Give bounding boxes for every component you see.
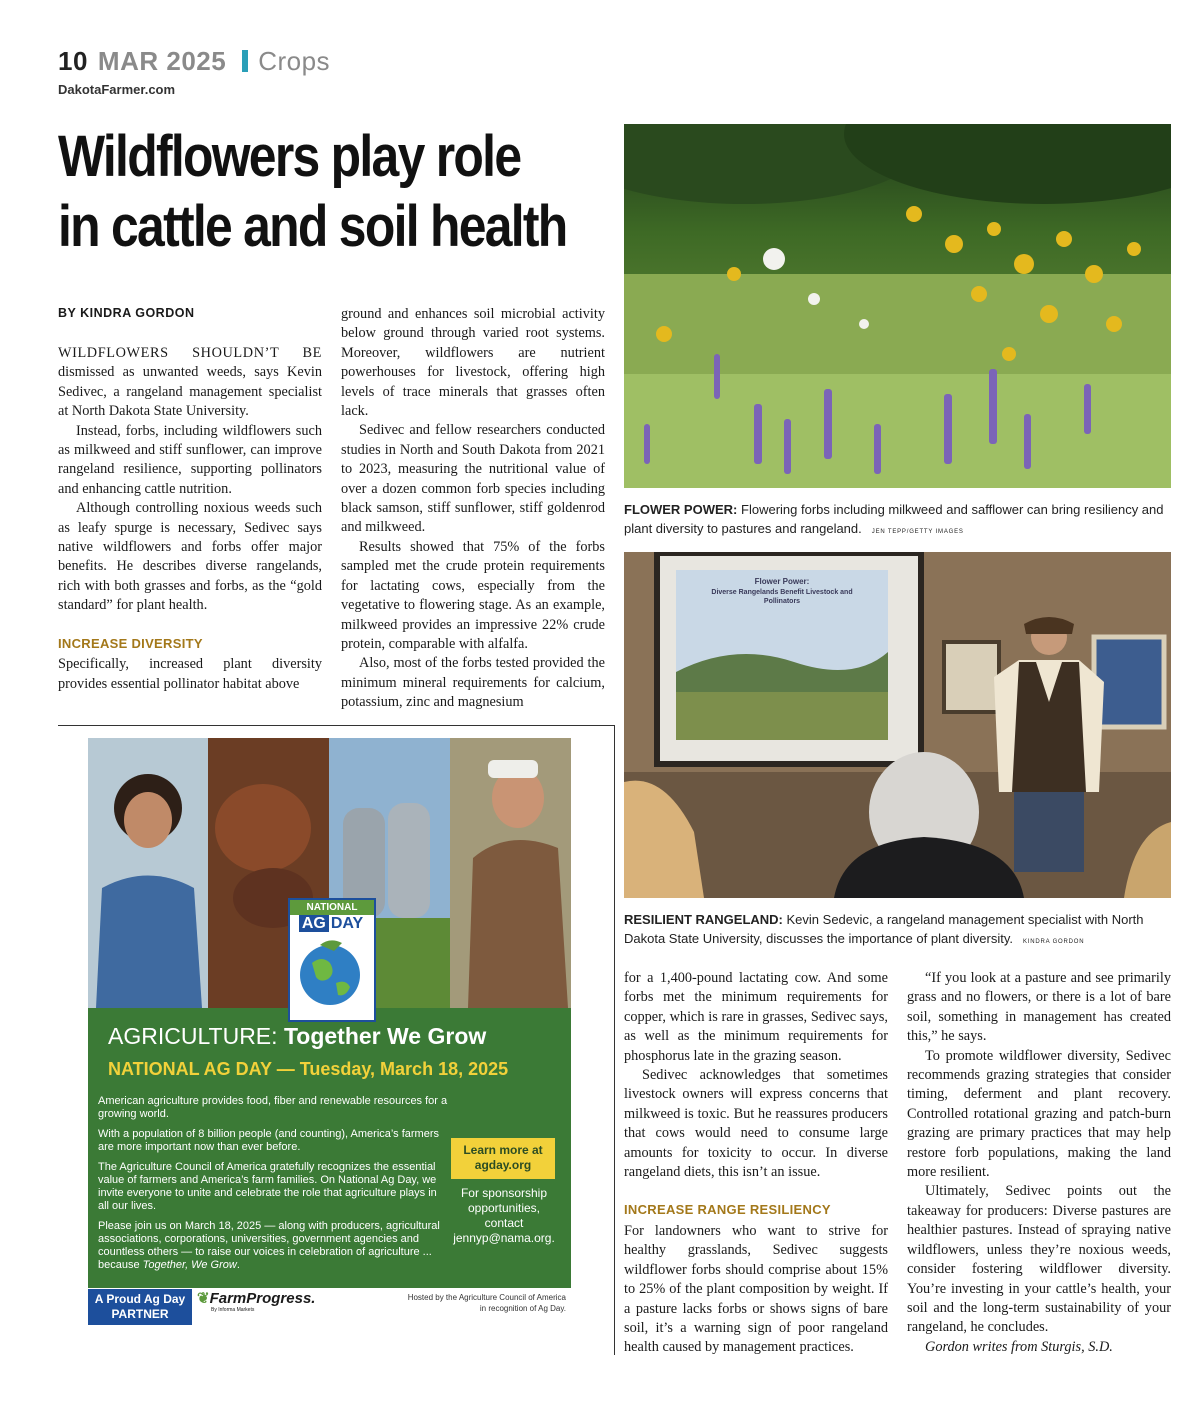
paragraph: Also, most of the forbs tested provided the minimum mineral requirements for calcium, potassium, zinc and magnesium [341,655,605,711]
issue-date: MAR 2025 [97,46,227,76]
paragraph: To promote wildflower diversity, Sedivec recommends grazing strategies that consider timing, deferment and plant recovery. Controlled rotational grazing and patch-burn grazing are primary practices that may help restore forb populations, making the land more resilient. [907,1047,1171,1181]
ad-body: American agriculture provides food, fiber and renewable resources for a growing world. With a population of 8 billion people (and counting), America’s farmers are more important now than ever before. The Agriculture Council of America gratefully recognizes the essential value of farmers and America’s farm families. On National Ag Day, we invite everyone to unite and celebrate the role that agriculture plays in all our lives. Please join us on March 18, 2025 — along with producers, agricultural associations, corporations, universities, government agencies and countless others — to raise our voices in celebration of agriculture ... because Together, We Grow. [98,1095,448,1271]
paragraph: Ultimately, Sedivec points out the takeaway for producers: Diverse pastures are healthier pastures. Instead of spraying native wildflowers, unless they’re noxious weeds, consider fostering wildflower diversity. You’re investing in your cattle’s health, your soil and the long-term sustainability of your rangeland, he concludes. [907,1183,1171,1336]
subhead-increase-range-resiliency: INCREASE RANGE RESILIENCY [624,1202,831,1218]
headline-line-1: Wildflowers play role [58,124,521,189]
paragraph: Sedivec and fellow researchers conducted studies in North and South Dakota from 2021 to 2023, measuring the nutritional value of over a dozen common forb species including black samson, stiff sunflower, stiff goldenrod and milkweed. [341,422,605,536]
photo-credit: JEN TEPP/GETTY IMAGES [871,529,964,535]
ad-frame-rule [614,725,615,1355]
slide-title-2: Diverse Rangelands Benefit Livestock and [711,589,853,596]
article-column-3 [624,969,888,1358]
lead-in: WILDFLOWERS SHOULDN’T BE [58,345,322,361]
ad-hosted-note: Hosted by the Agriculture Council of America in recognition of Ag Day. [407,1293,566,1313]
ad-title: AGRICULTURE: Together We Grow [108,1023,487,1049]
caption-text: Flowering forbs including milkweed and safflower can bring resiliency and plant diversity to pastures and rangeland. [624,502,1164,536]
article-column-2 [341,305,605,713]
paragraph: for a 1,400-pound lactating cow. And some forbs met the minimum requirements for copper, which is rare in grasses, Sedivec says, as well as the minimum requirements for phosphorus late in the grazing season. [624,970,888,1064]
section-name: Crops [258,46,331,76]
meadow-image [624,124,1171,488]
subhead-increase-diversity: INCREASE DIVERSITY [58,635,203,651]
paragraph: Sedivec acknowledges that sometimes livestock owners will express concerns that milkweed is toxic. But he reassures producers that cows would need to consume large amounts for toxicity to occur. In diverse rangeland diets, this isn’t an issue. [624,1067,888,1181]
ag-day-advertisement[interactable] [88,738,571,1288]
caption-label: RESILIENT RANGELAND: [624,912,783,927]
photo-2-caption [624,910,1172,952]
page-folio [58,46,330,77]
page-number: 10 [58,46,88,76]
logo-ag-day: AG DAY [290,915,374,933]
sponsorship-contact: For sponsorship opportunities, contact jennyp@nama.org. [448,1186,560,1246]
headline [58,122,567,262]
caption-text: Kevin Sedevic, a rangeland management specialist with North Dakota State University, discusses the importance of plant diversity. [624,912,1144,946]
headline-line-2: in cattle and soil health [58,194,567,259]
paragraph: Results showed that 75% of the forbs sampled met the crude protein requirements for lactating cows, especially from the vegetative to flowering stage. As an example, milkweed provides an impressive 22% crude protein, comparable with alfalfa. [341,538,605,652]
slide-title-1: Flower Power: [754,577,810,586]
paragraph: ground and enhances soil microbial activity below ground through varied root systems. Moreover, wildflowers are nutrient powerhouses for livestock, offering high levels of trace minerals that grasses often lack. [341,306,605,420]
paragraph: For landowners who want to strive for healthy grasslands, Sedivec suggests wildflower forbs should comprise about 15% to 25% of the plant composition by weight. If a pasture lacks forbs or shows signs of bare soil, it’s a warning sign of poor rangeland health caused by management practices. [624,1222,888,1356]
paragraph: Specifically, increased plant diversity provides essential pollinator habitat above [58,656,322,692]
article-column-4 [907,969,1171,1357]
byline: BY KINDRA GORDON [58,306,195,320]
photo-1-caption [624,500,1172,542]
proud-partner-badge: A Proud Ag Day PARTNER [88,1289,192,1325]
globe-icon [290,933,370,1013]
learn-more-button[interactable]: Learn more at agday.org [451,1138,555,1179]
wildflower-meadow-photo [624,124,1171,488]
paragraph: WILDFLOWERS SHOULDN’T BE dismissed as unwanted weeds, says Kevin Sedivec, a rangeland management specialist at North Dakota State University. [58,345,322,420]
paragraph: “If you look at a pasture and see primarily grass and no flowers, or there is a lot of bare soil, something in management has created this,” he says. [907,970,1171,1045]
logo-national: NATIONAL [290,900,374,915]
ad-frame-rule [58,725,614,726]
slide-title-3: Pollinators [763,598,801,605]
ad-subtitle: NATIONAL AG DAY — Tuesday, March 18, 2025 [108,1059,509,1079]
paragraph: Although controlling noxious weeds such as leafy spurge is necessary, Sedivec says native wildflowers and forbs offer major benefits. He describes diverse rangelands, rich with both grasses and forbs, as the “gold standard” for plant health. [58,500,322,614]
presentation-photo [624,552,1171,898]
presentation-image [624,552,1171,898]
article-column-1 [58,344,322,694]
photo-credit: KINDRA GORDON [1022,939,1085,945]
section-divider [242,50,248,72]
author-signoff: Gordon writes from Sturgis, S.D. [925,1338,1113,1355]
site-url[interactable]: DakotaFarmer.com [58,82,176,97]
caption-label: FLOWER POWER: [624,502,738,517]
national-ag-day-logo [288,898,376,1022]
sponsor-email[interactable]: jennyp@nama.org. [453,1231,555,1245]
farmprogress-logo: ❦FarmProgress. By Informa Markets [197,1290,316,1313]
paragraph: Instead, forbs, including wildflowers such as milkweed and stiff sunflower, can improve rangeland resilience, supporting pollinators and enhancing cattle nutrition. [58,422,322,497]
leaf-icon: ❦ [197,1290,210,1307]
